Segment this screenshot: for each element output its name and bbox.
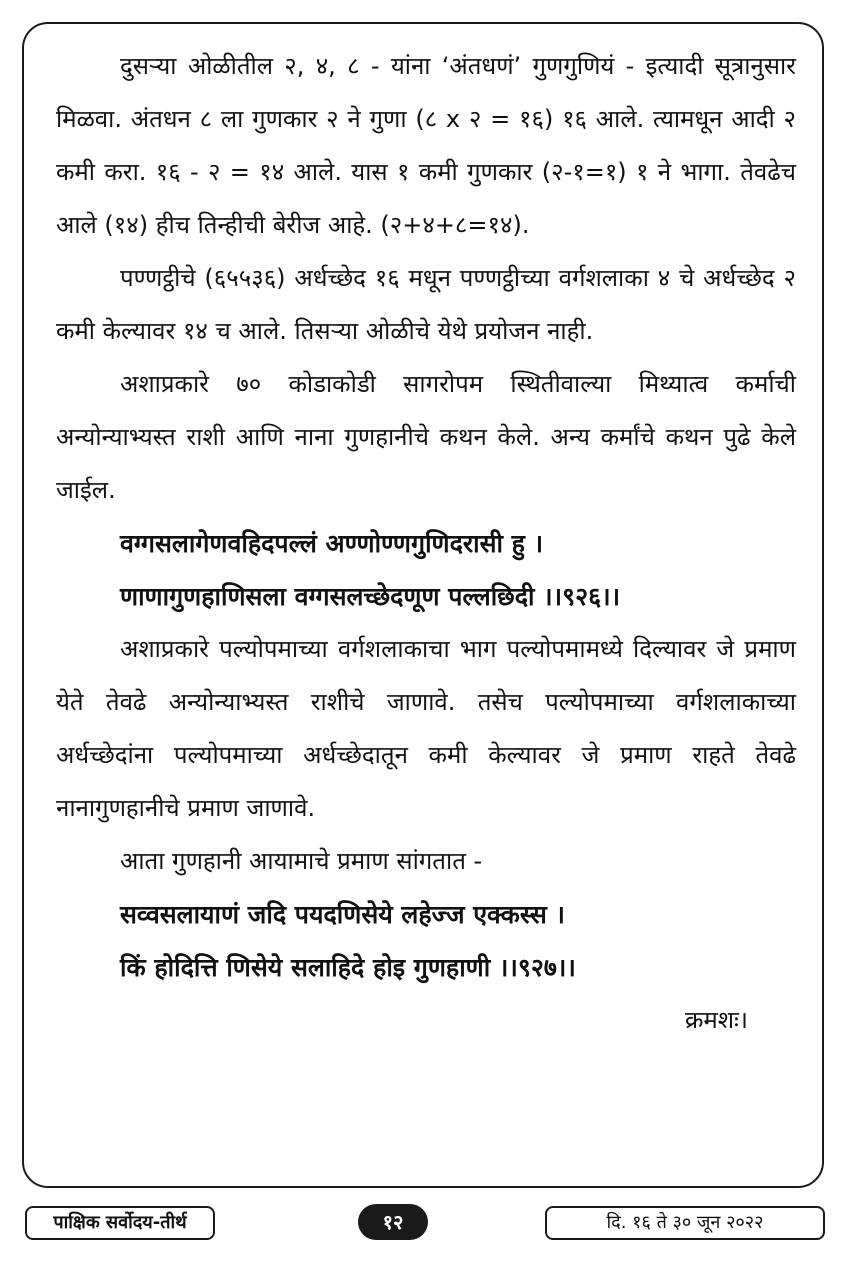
verse-926-line-2: णाणागुणहाणिसला वग्गसलच्छेदणूण पल्लछिदी ।।९२६।। xyxy=(120,582,621,611)
paragraph-3: अशाप्रकारे ७० कोडाकोडी सागरोपम स्थितीवाल्या मिथ्यात्व कर्माची अन्योन्याभ्यस्त राशी आणि नाना गुणहानीचे कथन केले. अन्य कर्मांचे कथन पुढे केले जाईल. xyxy=(56,370,796,504)
paragraph-2: पण्णट्ठीचे (६५५३६) अर्धच्छेद १६ मधून पण्णट्ठीच्या वर्गशलाका ४ चे अर्धच्छेद २ कमी केल्यावर १४ च आले. तिसऱ्या ओळीचे येथे प्रयोजन नाही. xyxy=(56,264,796,345)
paragraph-1: दुसऱ्या ओळीतील २, ४, ८ - यांना ‘अंतधणं’ गुणगुणियं - इत्यादी सूत्रानुसार मिळवा. अंतधन ८ ला गुणकार २ ने गुणा (८ x २ = १६) १६ आले. त्यामधून आदी २ कमी करा. १६ - २ = १४ आले. यास १ कमी गुणकार (२-१=१) १ ने भागा. तेवढेच आले (१४) हीच तिन्हीची बेरीज आहे. (२+४+८=१४). xyxy=(56,52,796,239)
verse-927-line-1: सव्वसलायाणं जदि पयदणिसेये लहेज्ज एक्कस्स । xyxy=(120,900,565,929)
verse-927-line-2: किं होदित्ति णिसेये सलाहिदे होइ गुणहाणी ।।९२७।। xyxy=(120,953,576,982)
publication-name: पाक्षिक सर्वोदय-तीर्थ xyxy=(25,1206,215,1240)
page-body xyxy=(56,40,796,1047)
paragraph-4: अशाप्रकारे पल्योपमाच्या वर्गशलाकाचा भाग पल्योपमामध्ये दिल्यावर जे प्रमाण येते तेवढे अन्योन्याभ्यस्त राशीचे जाणावे. तसेच पल्योपमाच्या वर्गशलाकाच्या अर्धच्छेदांना पल्योपमाच्या अर्धच्छेदातून कमी केल्यावर जे प्रमाण राहते तेवढे नानागुणहानीचे प्रमाण जाणावे. xyxy=(56,635,796,822)
issue-date: दि. १६ ते ३० जून २०२२ xyxy=(545,1206,825,1240)
continued-marker: क्रमशः। xyxy=(684,1006,748,1034)
paragraph-5: आता गुणहानी आयामाचे प्रमाण सांगतात - xyxy=(120,847,483,875)
page-number: १२ xyxy=(358,1204,428,1240)
verse-926-line-1: वग्गसलागेणवहिदपल्लं अण्णोण्णगुणिदरासी हु । xyxy=(120,529,544,558)
